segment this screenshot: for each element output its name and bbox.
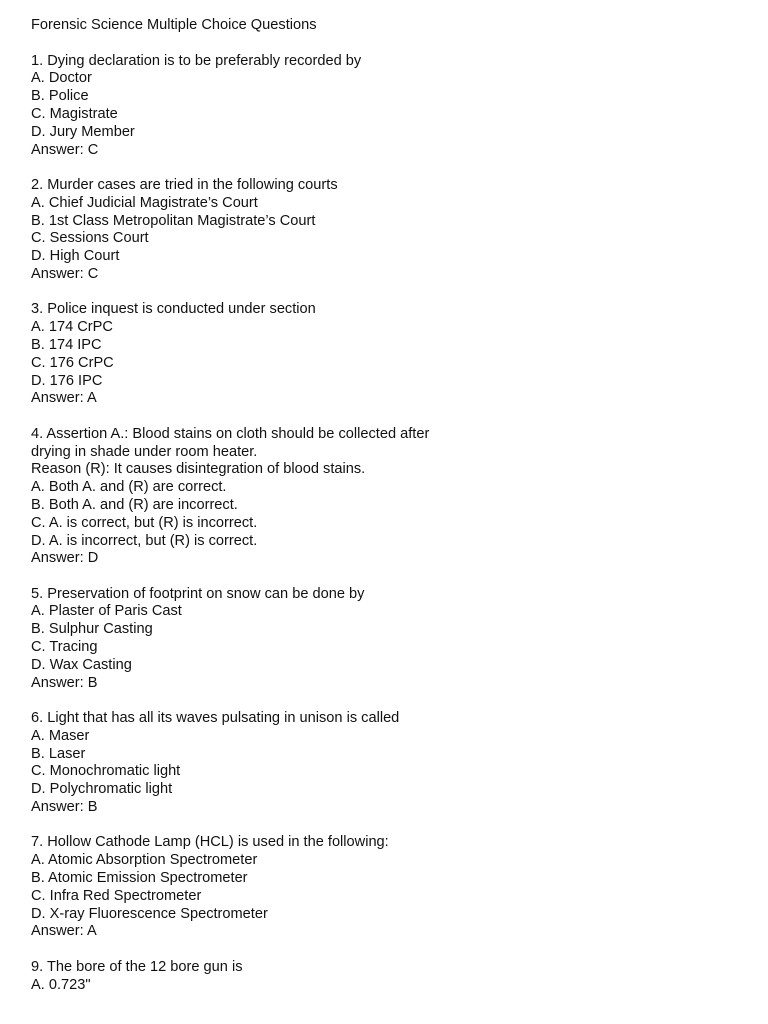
question-reason: Reason (R): It causes disintegration of blood stains. bbox=[31, 461, 366, 478]
answer-line: Answer: A bbox=[31, 923, 97, 940]
option-b: B. Laser bbox=[31, 745, 86, 762]
option-c: C. Monochromatic light bbox=[31, 763, 181, 780]
option-b: B. Atomic Emission Spectrometer bbox=[31, 870, 248, 887]
option-b: B. Police bbox=[31, 88, 89, 105]
question-stem: 3. Police inquest is conducted under section bbox=[31, 301, 316, 318]
answer-line: Answer: C bbox=[31, 141, 99, 158]
question-block bbox=[31, 53, 768, 160]
document-title: Forensic Science Multiple Choice Questions bbox=[31, 17, 317, 33]
option-d: D. Polychromatic light bbox=[31, 781, 173, 798]
question-stem: 5. Preservation of footprint on snow can be done by bbox=[31, 585, 365, 602]
question-stem: 4. Assertion A.: Blood stains on cloth should be collected after bbox=[31, 425, 430, 442]
question-stem: 7. Hollow Cathode Lamp (HCL) is used in the following: bbox=[31, 834, 389, 851]
question-block bbox=[31, 426, 768, 568]
option-c: C. Sessions Court bbox=[31, 230, 149, 247]
option-a: A. Doctor bbox=[31, 70, 92, 87]
question-stem: 1. Dying declaration is to be preferably recorded by bbox=[31, 52, 362, 69]
question-block bbox=[31, 710, 768, 817]
answer-line: Answer: B bbox=[31, 674, 98, 691]
option-b: B. 1st Class Metropolitan Magistrate’s Court bbox=[31, 212, 316, 229]
option-a: A. Plaster of Paris Cast bbox=[31, 603, 182, 620]
option-c: C. 176 CrPC bbox=[31, 354, 114, 371]
option-c: C. A. is correct, but (R) is incorrect. bbox=[31, 514, 258, 531]
question-stem: 2. Murder cases are tried in the following courts bbox=[31, 176, 338, 193]
answer-line: Answer: D bbox=[31, 550, 99, 567]
option-b: B. Both A. and (R) are incorrect. bbox=[31, 496, 238, 513]
question-block bbox=[31, 301, 768, 408]
question-stem-continued: drying in shade under room heater. bbox=[31, 443, 258, 460]
option-d: D. Jury Member bbox=[31, 123, 135, 140]
option-d: D. 176 IPC bbox=[31, 372, 103, 389]
option-a: A. 0.723" bbox=[31, 976, 91, 993]
answer-line: Answer: A bbox=[31, 390, 97, 407]
question-stem: 6. Light that has all its waves pulsating in unison is called bbox=[31, 710, 400, 727]
question-block bbox=[31, 177, 768, 284]
option-d: D. X-ray Fluorescence Spectrometer bbox=[31, 905, 268, 922]
question-block bbox=[31, 959, 768, 995]
option-c: C. Magistrate bbox=[31, 105, 118, 122]
question-block bbox=[31, 586, 768, 693]
answer-line: Answer: B bbox=[31, 799, 98, 816]
option-d: D. High Court bbox=[31, 248, 120, 265]
question-stem: 9. The bore of the 12 bore gun is bbox=[31, 958, 243, 975]
option-c: C. Tracing bbox=[31, 639, 98, 656]
answer-line: Answer: C bbox=[31, 265, 99, 282]
option-a: A. Chief Judicial Magistrate’s Court bbox=[31, 194, 258, 211]
option-a: A. 174 CrPC bbox=[31, 319, 113, 336]
option-a: A. Atomic Absorption Spectrometer bbox=[31, 852, 258, 869]
option-d: D. Wax Casting bbox=[31, 656, 132, 673]
option-a: A. Both A. and (R) are correct. bbox=[31, 479, 227, 496]
option-b: B. Sulphur Casting bbox=[31, 621, 153, 638]
option-d: D. A. is incorrect, but (R) is correct. bbox=[31, 532, 258, 549]
option-a: A. Maser bbox=[31, 727, 90, 744]
option-b: B. 174 IPC bbox=[31, 336, 102, 353]
question-block bbox=[31, 834, 768, 941]
option-c: C. Infra Red Spectrometer bbox=[31, 887, 202, 904]
